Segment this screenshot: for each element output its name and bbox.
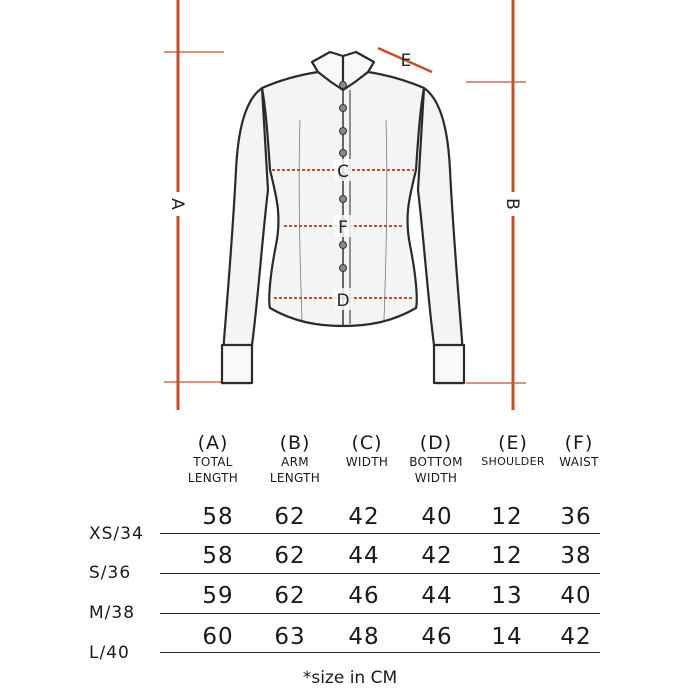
size-label-l: L/40 [89,643,130,663]
marker-b: B [502,198,522,210]
table-cell: 13 [491,583,523,609]
column-header-f: (F) WAIST [559,432,599,469]
column-header-a: (A) TOTAL LENGTH [187,432,239,485]
marker-e: E [400,51,412,71]
table-cell: 46 [421,624,453,650]
table-cell: 59 [202,583,234,609]
table-cell: 46 [348,583,380,609]
size-label-xs: XS/34 [89,524,144,544]
table-cell: 62 [274,583,306,609]
column-header-d: (D) BOTTOM WIDTH [409,432,463,485]
table-cell: 14 [491,624,523,650]
table-cell: 12 [491,504,523,530]
table-cell: 12 [491,543,523,569]
row-divider [160,533,600,534]
table-cell: 63 [274,624,306,650]
column-header-c: (C) WIDTH [345,432,389,469]
table-cell: 44 [348,543,380,569]
table-cell: 44 [421,583,453,609]
table-cell: 62 [274,504,306,530]
marker-f: F [338,218,348,238]
size-label-s: S/36 [89,563,132,583]
column-header-b: (B) ARM LENGTH [269,432,321,485]
table-cell: 42 [421,543,453,569]
table-cell: 58 [202,543,234,569]
table-cell: 40 [421,504,453,530]
table-cell: 36 [560,504,592,530]
table-cell: 42 [560,624,592,650]
size-label-m: M/38 [89,603,136,623]
table-cell: 60 [202,624,234,650]
table-cell: 38 [560,543,592,569]
table-cell: 58 [202,504,234,530]
marker-d: D [336,291,350,311]
row-divider [160,652,600,653]
marker-a: A [167,198,187,210]
table-cell: 62 [274,543,306,569]
column-header-e: (E) SHOULDER [481,432,545,468]
table-cell: 48 [348,624,380,650]
units-footnote: *size in CM [302,668,398,688]
table-cell: 40 [560,583,592,609]
row-divider [160,613,600,614]
marker-c: C [337,162,349,182]
row-divider [160,573,600,574]
table-cell: 42 [348,504,380,530]
